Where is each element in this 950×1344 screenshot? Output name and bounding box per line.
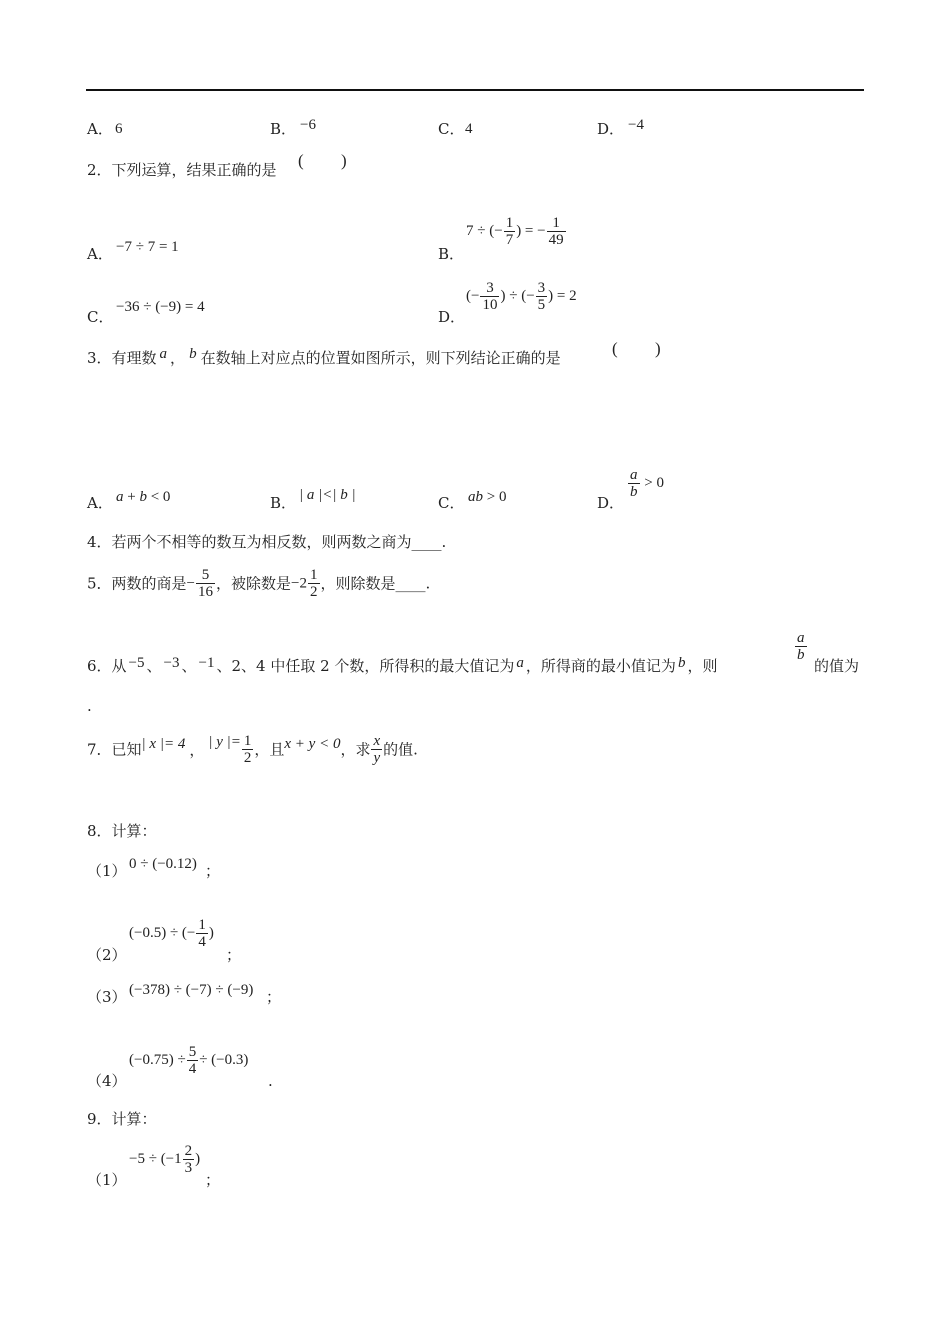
- q6-n1: −5: [128, 655, 145, 671]
- q2-d-post: ) = 2: [548, 287, 577, 304]
- q6-fraction: [794, 630, 808, 663]
- q7-fraction-half: [242, 733, 254, 766]
- q1-option-c-label: C．: [438, 120, 465, 138]
- q6-n3: −1: [198, 655, 215, 671]
- q8-part3-label: （3）: [87, 988, 127, 1006]
- q6-frac-num: a: [797, 630, 805, 646]
- q2-b-mid: ) = −: [516, 222, 546, 239]
- q3-var-b: b: [189, 346, 197, 362]
- q3-paren-close: ): [655, 339, 661, 358]
- q8-p2-pre: (−0.5) ÷ (−: [129, 924, 196, 941]
- q2-b-fraction-1: [504, 215, 516, 248]
- q6-mid2: ，所得商的最小值记为: [525, 657, 676, 675]
- question-7: [87, 733, 418, 766]
- q9-p1-fraction: [183, 1143, 195, 1176]
- top-rule: [86, 89, 864, 91]
- q2-d-den1: 10: [482, 297, 498, 313]
- q8-p4-den: 4: [188, 1061, 197, 1077]
- q3-d-gt-zero: > 0: [640, 474, 664, 491]
- q3-option-d-label: D．: [597, 494, 625, 512]
- q2-d-num1: 3: [480, 280, 499, 297]
- q3-comma: ，: [170, 349, 186, 367]
- q3-option-b-expr: | a |<| b |: [299, 487, 356, 503]
- q5-fraction-2: [308, 567, 320, 600]
- q7-fraction-xy: [371, 733, 382, 766]
- q3-a-var-b: b: [139, 489, 147, 505]
- q6-pre: 6．从: [87, 657, 127, 675]
- q3-d-den: b: [630, 484, 638, 500]
- q2-option-d-label: D．: [438, 308, 466, 326]
- q1-option-d-label: D．: [597, 120, 625, 138]
- q7-frac-den: y: [373, 750, 381, 766]
- q8-p2-num: 1: [198, 917, 206, 933]
- q7-den: 2: [243, 750, 252, 766]
- q5-pre: 5．两数的商是: [87, 574, 187, 593]
- q2-b-den1: 7: [505, 232, 514, 248]
- q1-option-a-value: 6: [115, 121, 123, 137]
- q8-part4-label: （4）: [87, 1072, 127, 1090]
- q3-c-ab: ab: [468, 489, 483, 505]
- q2-option-a-label: A．: [87, 245, 113, 263]
- q9-p1-pre: −5 ÷ (−1: [129, 1150, 182, 1167]
- q8-p2-post: ): [208, 924, 214, 941]
- q2-paren-open: (: [298, 151, 304, 170]
- q6-trailing-period: .: [87, 697, 92, 715]
- q2-b-prefix: 7 ÷ (−: [466, 222, 503, 239]
- q3-paren-open: (: [612, 339, 618, 358]
- q9-p1-den: 3: [184, 1160, 193, 1176]
- q5-mid: ，被除数是: [216, 574, 292, 593]
- q8-part3-expr: (−378) ÷ (−7) ÷ (−9): [129, 982, 254, 998]
- q9-part1-expr: [129, 1143, 200, 1176]
- q5-num1: 5: [196, 567, 215, 584]
- q7-pre: 7．已知: [87, 740, 142, 759]
- q2-option-c-label: C．: [87, 308, 114, 326]
- question-6: [87, 657, 717, 676]
- q8-p4-pre: (−0.75) ÷: [129, 1051, 186, 1068]
- q1-option-b-value: −6: [300, 117, 316, 133]
- q8-part1-expr: 0 ÷ (−0.12): [129, 856, 197, 872]
- q8-part1-label: （1）: [87, 862, 127, 880]
- q3-d-num: a: [630, 467, 638, 483]
- q6-sep2: 、: [181, 657, 197, 675]
- q5-den1: 16: [198, 584, 214, 600]
- q9-stem: 9．计算：: [87, 1110, 157, 1128]
- q2-b-num1: 1: [505, 215, 514, 231]
- q8-part3-end: ；: [266, 988, 282, 1006]
- q3-option-a-label: A．: [87, 494, 113, 512]
- q9-part1-end: ；: [205, 1171, 221, 1189]
- q5-den2: 2: [310, 584, 318, 600]
- q4-text: 4．若两个不相等的数互为相反数，则两数之商为____.: [87, 533, 447, 551]
- q2-option-c-expr: −36 ÷ (−9) = 4: [116, 299, 205, 315]
- q6-sep1: 、: [146, 657, 162, 675]
- q3-option-c-label: C．: [438, 494, 465, 512]
- q3-a-plus: +: [123, 489, 140, 505]
- q3-a-var-a: a: [116, 489, 124, 505]
- q3-option-a-expr: [116, 488, 170, 506]
- q2-d-fraction-1: [480, 280, 499, 313]
- q8-part4-expr: [129, 1044, 248, 1077]
- q6-mid3: ，则: [687, 657, 718, 675]
- q2-b-den2: 49: [548, 232, 564, 248]
- question-5: [87, 567, 430, 600]
- q8-part1-end: ；: [205, 862, 221, 880]
- q8-part2-expr: [129, 917, 214, 950]
- q3-var-a: a: [159, 346, 168, 362]
- q1-option-b-label: B．: [270, 120, 297, 138]
- q6-n2: −3: [163, 655, 180, 671]
- q2-option-d-expr: [466, 280, 577, 313]
- q5-fraction-1: [196, 567, 215, 600]
- q8-p4-num: 5: [188, 1044, 197, 1060]
- q7-num: 1: [243, 733, 252, 749]
- q6-frac-ab: [795, 630, 807, 663]
- q3-stem-post: 在数轴上对应点的位置如图所示，则下列结论正确的是: [200, 349, 561, 367]
- q3-option-b-label: B．: [270, 494, 297, 512]
- q7-abs-y: | y |=: [208, 733, 241, 750]
- q2-option-a-expr: −7 ÷ 7 = 1: [116, 239, 179, 255]
- q5-whole: −2: [291, 575, 307, 592]
- q5-neg: −: [186, 575, 196, 592]
- q8-part4-end: .: [268, 1072, 273, 1090]
- q1-option-a-label: A．: [87, 120, 113, 138]
- q2-d-num2: 3: [537, 280, 546, 296]
- q3-d-fraction: [628, 467, 640, 500]
- q3-stem-pre: 3．有理数: [87, 349, 157, 367]
- q8-part2-label: （2）: [87, 946, 127, 964]
- q6-post: 的值为: [814, 657, 860, 675]
- q8-part2-end: ；: [226, 946, 242, 964]
- q7-frac-num: x: [373, 733, 381, 749]
- q7-comma1: ，: [189, 740, 205, 759]
- q3-option-d-expr: [627, 467, 664, 500]
- q2-b-num2: 1: [547, 215, 566, 232]
- q1-option-c-value: 4: [465, 121, 473, 137]
- q6-mid: 、2、4 中任取 2 个数，所得积的最大值记为: [216, 657, 515, 675]
- q1-option-d-value: −4: [628, 117, 644, 133]
- q8-p2-fraction: [196, 917, 208, 950]
- q9-p1-num: 2: [184, 1143, 193, 1159]
- q6-var-b: b: [677, 655, 686, 671]
- q8-p4-fraction: [187, 1044, 199, 1077]
- q2-paren-close: ): [341, 151, 347, 170]
- q3-a-lt-zero: < 0: [146, 489, 171, 505]
- q2-b-fraction-2: [547, 215, 566, 248]
- q3-stem: [87, 346, 561, 368]
- q7-mid2: ，求: [340, 740, 371, 759]
- q9-p1-post: ): [195, 1150, 201, 1167]
- q9-part1-label: （1）: [87, 1171, 127, 1189]
- q2-d-fraction-2: [536, 280, 548, 313]
- q2-option-b-label: B．: [438, 245, 465, 263]
- q8-p4-post: ÷ (−0.3): [199, 1051, 249, 1068]
- q2-option-b-expr: [466, 215, 567, 248]
- q7-post: 的值.: [383, 740, 418, 759]
- q6-var-a: a: [516, 655, 524, 671]
- q6-frac-den: b: [797, 647, 805, 663]
- q2-d-den2: 5: [537, 297, 546, 313]
- q7-abs-x: | x |= 4: [141, 735, 186, 752]
- q8-p2-den: 4: [198, 934, 206, 950]
- q2-d-mid: ) ÷ (−: [500, 287, 535, 304]
- q5-post: ，则除数是____.: [320, 574, 431, 593]
- q2-stem: 2．下列运算，结果正确的是: [87, 161, 277, 179]
- q7-cond: x + y < 0: [284, 735, 341, 752]
- q3-option-c-expr: [468, 488, 506, 506]
- q7-mid: ，且: [254, 740, 285, 759]
- q3-c-gt-zero: > 0: [483, 489, 507, 505]
- q5-num2: 1: [310, 567, 318, 583]
- q2-d-prefix: (−: [466, 287, 480, 304]
- q8-stem: 8．计算：: [87, 822, 157, 840]
